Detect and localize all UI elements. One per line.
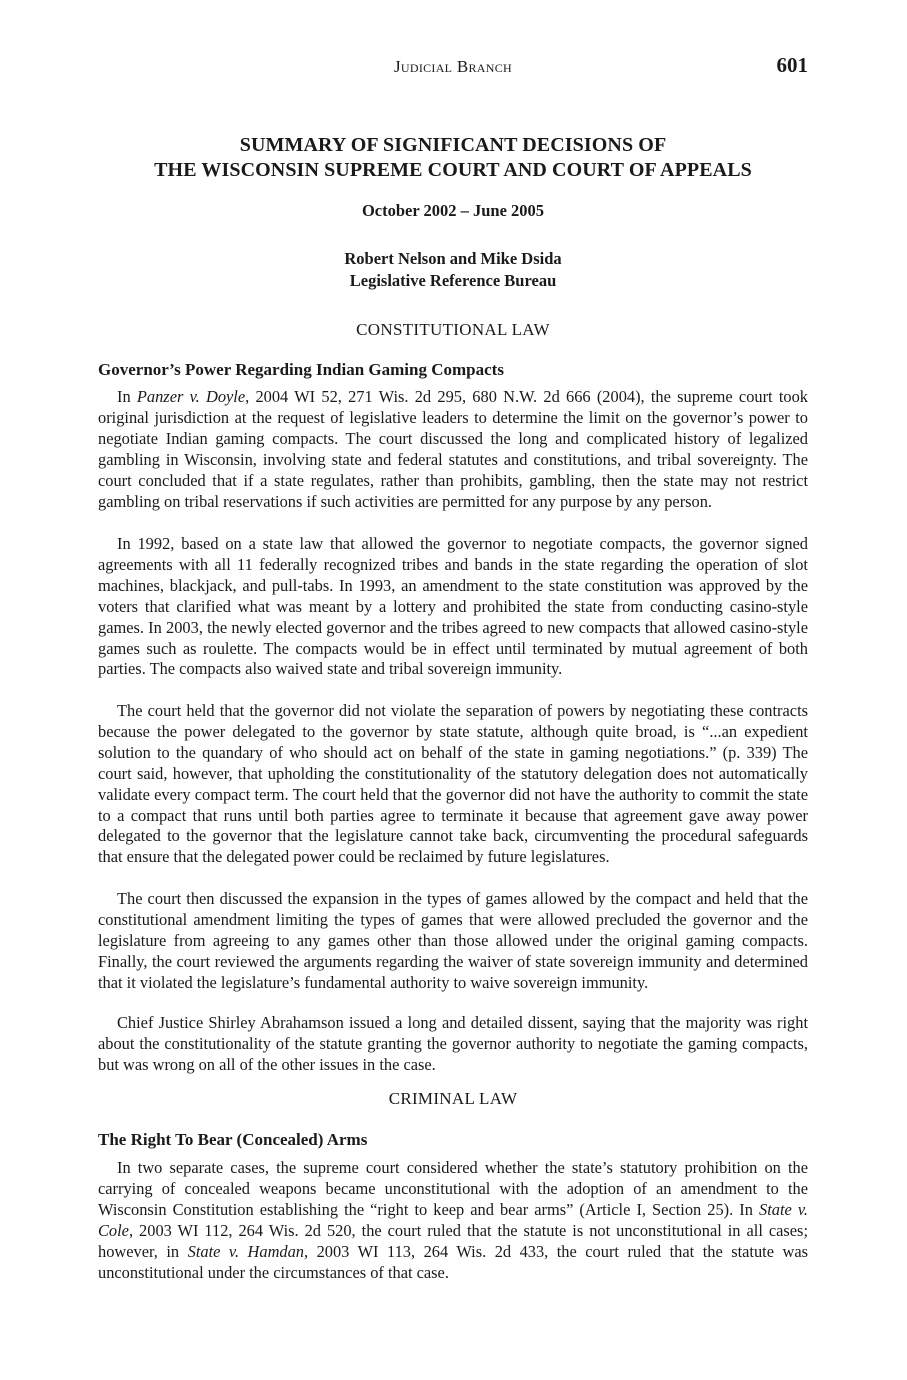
case-name-panzer: Panzer v. Doyle xyxy=(136,387,246,406)
section-heading-criminal: CRIMINAL LAW xyxy=(388,1089,518,1108)
subheading-indian-gaming: Governor’s Power Regarding Indian Gaming Compacts xyxy=(98,360,504,379)
authors: Robert Nelson and Mike Dsida xyxy=(344,249,562,268)
paragraph-panzer-intro: In Panzer v. Doyle, 2004 WI 52, 271 Wis. 2d 295, 680 N.W. 2d 666 (2004), the supreme court took original jurisdiction at the request of legislative leaders to determine the limit on the governor’s power to negotiate Indian gaming compacts. The court discussed the long and complicated history of legalized gambling in Wisconsin, involving state and federal statutes and constitutions, and tribal sovereignty. The court concluded that if a state regulates, rather than prohibits, gambling, then the state may not restrict gambling on tribal reservations if such activities are permitted for any purpose by any person. xyxy=(98,387,808,511)
paragraph-dissent: Chief Justice Shirley Abrahamson issued a long and detailed dissent, saying that the majority was right about the constitutionality of the statute granting the governor authority to negotiate the gaming compacts, but was wrong on all of the other issues in the case. xyxy=(98,1013,808,1074)
title-line-2: THE WISCONSIN SUPREME COURT AND COURT OF APPEALS xyxy=(154,159,752,181)
organization: Legislative Reference Bureau xyxy=(349,271,557,290)
paragraph-concealed-weapons: In two separate cases, the supreme court considered whether the state’s statutory prohibition on the carrying of concealed weapons became unconstitutional with the adoption of an amendment to the Wisconsin Constitution establishing the “right to keep and bear arms” (Article I, Section 25). In State v. Cole, 2003 WI 112, 264 Wis. 2d 520, the court ruled that the statute is not unconstitutional in all cases; however, in State v. Hamdan, 2003 WI 113, 264 Wis. 2d 433, the court ruled that the statute was unconstitutional under the circumstances of that case. xyxy=(98,1158,808,1282)
title-line-1: SUMMARY OF SIGNIFICANT DECISIONS OF xyxy=(239,134,667,156)
document-title xyxy=(98,133,808,183)
paragraph-compact-history: In 1992, based on a state law that allowed the governor to negotiate compacts, the governor signed agreements with all 11 federally recognized tribes and bands in the state regarding the operation of slot machines, blackjack, and pull-tabs. In 1993, an amendment to the state constitution was approved by the voters that clarified what was meant by a lottery and prohibited the state from conducting casino-style games. In 2003, the newly elected governor and the tribes agreed to new compacts that allowed casino-style games such as roulette. The compacts would be in effect until terminated by mutual agreement of both parties. The compacts also waived state and tribal sovereign immunity. xyxy=(98,534,808,679)
running-header-title: Judicial Branch xyxy=(393,57,513,76)
page-number: 601 xyxy=(776,53,808,77)
running-header xyxy=(98,55,808,79)
subheading-concealed-arms: The Right To Bear (Concealed) Arms xyxy=(98,1130,368,1149)
section-heading-constitutional: CONSTITUTIONAL LAW xyxy=(356,320,550,339)
case-name-hamdan: State v. Hamdan xyxy=(187,1241,304,1261)
paragraph-games-expansion: The court then discussed the expansion in the types of games allowed by the compact and held that the constitutional amendment limiting the types of games that were allowed precluded the governor and the legislature from agreeing to any games other than those allowed under the original gaming compacts. Finally, the court reviewed the arguments regarding the waiver of state sovereign immunity and determined that it violated the legislature’s fundamental authority to waive sovereign immunity. xyxy=(98,889,808,992)
paragraph-separation-of-powers: The court held that the governor did not violate the separation of powers by negotiating these contracts because the power delegated to the governor by state statute, although quite broad, is “...an expedient solution to the quandary of who should act on behalf of the state in gaming negotiations.” (p. 339) The court said, however, that upholding the constitutionality of the statutory delegation does not automatically validate every compact term. The court held that the governor did not have the authority to commit the state to a compact that runs until both parties agree to terminate it because that agreement gave away power delegated to the governor that the legislature cannot take back, circumventing the procedural safeguards that ensure that the delegated power could be reclaimed by future legislatures. xyxy=(98,701,808,867)
date-range: October 2002 – June 2005 xyxy=(361,201,545,220)
case-name-cole: State v. Cole xyxy=(98,1199,808,1240)
